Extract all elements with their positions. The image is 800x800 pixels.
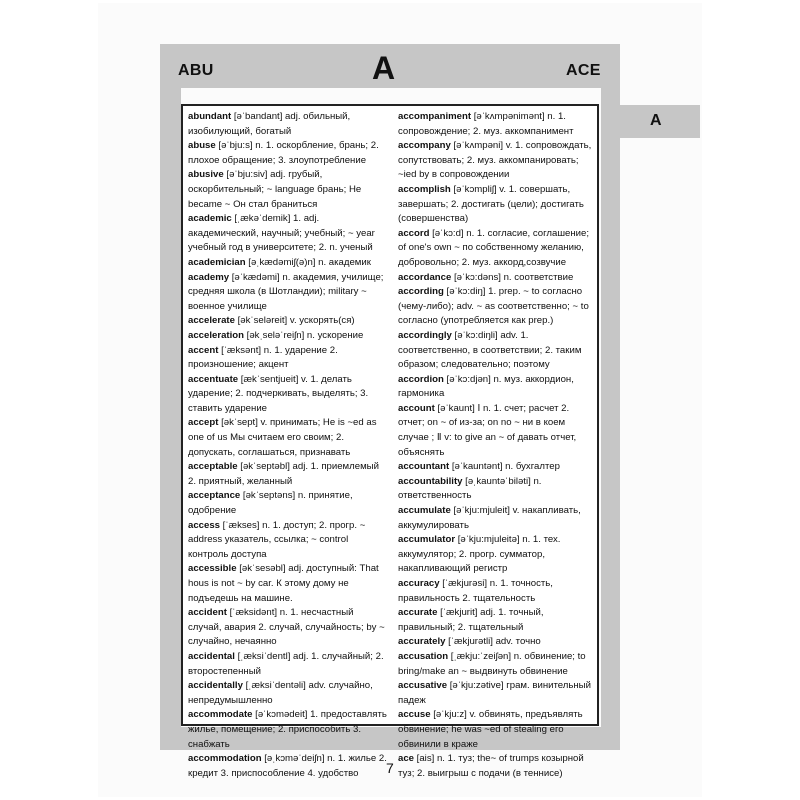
dictionary-entry [398,475,594,504]
entry-headword: accordance [398,271,452,283]
entry-definition: [ˈækjurəsi] n. 1. точность, правильность 2. тщательность [398,578,553,604]
entry-definition: [əˈkædəmi] n. академия, училище; средняя школа (в Шотландии); military ~ военное училище [188,271,384,312]
entry-definition: [əkˈseptəns] n. принятие, одобрение [188,490,353,517]
entry-definition: [əˈkʌmpəni] v. 1. сопровождать, сопутствовать; 2. муз. аккомпанировать; ~ied by в сопровождении [398,140,592,181]
entry-definition: [əˈbju:s] n. 1. оскорбление, брань; 2. плохое обращение; 3. злоупотребление [188,140,379,166]
entry-headword: accessible [188,563,237,575]
entry-headword: academic [188,213,232,225]
dictionary-entry [398,227,594,271]
entry-definition: [əˈkju:zətive] грам. винительный падеж [398,680,591,706]
entry-headword: acceptable [188,461,238,473]
entry-definition: [əkˌseləˈreiʃn] n. ускорение [244,329,364,341]
entry-headword: abusive [188,169,224,181]
dictionary-entry [188,110,388,139]
dictionary-entry [398,752,594,781]
entry-definition: [əkˈsesəbl] adj. доступный: That hous is not ~ by car. К этому дому не подъедешь на машине. [188,563,379,604]
dictionary-entry [398,679,594,708]
left-column [188,110,388,779]
entry-definition: [əˈbandant] adj. обильный, изобилующий, богатый [188,111,351,137]
dictionary-entry [188,519,388,563]
entry-definition: [əˈkʌmpənimənt] n. 1. сопровождение; 2. муз. аккомпанимент [398,111,574,137]
entry-definition: [əˈkju:z] v. обвинять, предъявлять обвинение; he was ~ed of stealing его обвинили в краже [398,709,583,750]
right-guide-word: ACE [566,62,601,79]
dictionary-entry [188,650,388,679]
entry-definition: [əˌkædəmiʃ(ə)n] n. академик [245,256,371,268]
dictionary-entry [188,314,388,329]
entry-definition: [əˈkɔ:dəns] n. соответствие [451,271,574,283]
dictionary-entry [188,212,388,256]
entry-headword: accept [188,417,219,429]
entry-definition: [ˈæksənt] n. 1. ударение 2. произношение; акцент [188,344,338,371]
dictionary-entry [188,708,388,752]
entry-definition: [əˈkju:mjuleit] v. накапливать, аккумулировать [398,505,581,531]
dictionary-entry [398,708,594,752]
entry-headword: accord [398,227,430,239]
entry-headword: ace [398,753,415,765]
entry-headword: accommodation [188,753,262,765]
dictionary-entry [398,183,594,227]
dictionary-entry [398,650,594,679]
entry-headword: accumulator [398,534,456,546]
entry-definition: [əˈkɔ:d] n. 1. согласие, соглашение; of one's own ~ по собственному желанию, добровольно; 2. муз. аккорд,созвучие [398,227,590,268]
dictionary-entry [188,168,388,212]
entry-headword: accomplish [398,183,451,195]
entry-headword: accent [188,344,219,356]
dictionary-entry [398,110,594,139]
dictionary-entry [188,679,388,708]
entry-headword: acceleration [188,329,244,341]
entry-definition: [ˈækjurit] adj. 1. точный, правильный; 2. тщательный [398,607,544,633]
entry-headword: accommodate [188,709,253,721]
entry-headword: accompany [398,140,451,152]
dictionary-entry [398,139,594,183]
dictionary-entry [188,329,388,344]
entry-definition: [əˈkɔmədeit] 1. предоставлять жилье, помещение; 2. приспособить 3. снабжать [188,709,387,750]
entry-definition: [əˈkaunt] Ⅰ n. 1. счет; расчет 2. отчет; on ~ of из-за; on no ~ ни в коем случае ; Ⅱ v: to give an ~ of давать отчет, объяснять [398,402,577,458]
entry-definition: [ˈæksidənt] n. 1. несчастный случай, авария 2. случай, случайность; by ~ случайно, нечаянно [188,607,385,648]
dictionary-entry [398,606,594,635]
entry-headword: accordion [398,373,444,385]
dictionary-entry [398,577,594,606]
entry-definition: [ˌækju:ˈzeiʃən] n. обвинение; to bring/make an ~ выдвинуть обвинение [398,650,586,677]
entry-headword: accidental [188,650,235,662]
entry-definition: [əˈkju:mjuleitə] n. 1. тех. аккумулятор; 2. прогр. сумматор, накапливающий регистр [398,534,561,575]
entry-definition: [əkˈsept] v. принимать; He is ~ed as one of us Мы считаем его своим; 2. допускать, соглашаться, признавать [188,417,377,458]
entry-headword: abundant [188,111,232,122]
entry-definition: [ˌæksiˈdentl] adj. 1. случайный; 2. второстепенный [188,650,384,677]
entry-definition: [ækˈsentjueit] v. 1. делать ударение; 2. подчеркивать, выделять; 3. ставить ударение [188,373,369,414]
dictionary-entry [398,329,594,373]
dictionary-entry [398,460,594,475]
entry-headword: academician [188,256,246,268]
entry-headword: accident [188,607,227,619]
entry-definition: [əˈkɔ:djən] n. муз. аккордион, гармоника [398,373,574,400]
entry-definition: [əkˈseptəbl] adj. 1. приемлемый 2. приятный, желанный [188,461,379,487]
entry-headword: according [398,286,444,298]
dictionary-entry [398,285,594,329]
dictionary-entry [398,271,594,286]
dictionary-entry [188,562,388,606]
entry-definition: [ˈækjurətli] adv. точно [445,636,541,648]
entry-definition: [əkˈseləreit] v. ускорять(ся) [234,315,355,327]
thumb-index-letter: A [650,112,662,129]
entry-headword: accurate [398,607,438,619]
entry-headword: access [188,519,221,531]
entry-definition: [əˌkɔməˈdeiʃn] n. 1. жилье 2. кредит 3. приспособление 4. удобство [188,753,387,779]
dictionary-entry [188,271,388,315]
entry-headword: accountability [398,475,463,487]
entry-headword: acceptance [188,490,241,502]
entry-headword: accentuate [188,373,239,385]
entry-headword: academy [188,271,230,283]
entry-definition: [ˌæksiˈdentəli] adv. случайно, непредумышленно [188,680,373,706]
entry-definition: [əˌkauntəˈbiləti] n. ответственность [398,475,542,502]
dictionary-entry [188,256,388,271]
page-number: 7 [386,760,394,776]
entry-definition: [ˈækses] n. 1. доступ; 2. прогр. ~ address указатель, ссылка; ~ control контроль доступа [188,519,366,560]
entry-definition: [əˈkɔ:diŋ] 1. prep. ~ to согласно (чему-либо); adv. ~ as соответственно; ~ to согласно (употребляется как prep.) [398,286,589,327]
entry-headword: accountant [398,461,450,473]
entry-headword: accompaniment [398,111,472,122]
dictionary-entry [398,402,594,460]
section-letter: A [372,50,396,86]
dictionary-entry [188,489,388,518]
entry-definition: [ˌækəˈdemik] 1. adj. академический, научный; учебный; ~ year учебный год в университете; 2. n. ученый [188,213,375,254]
right-column [398,110,594,779]
entry-headword: accumulate [398,505,451,517]
dictionary-entry [188,606,388,650]
entry-headword: accusation [398,650,449,662]
dictionary-entry [398,533,594,577]
left-margin-band [160,88,181,750]
dictionary-entry [398,635,594,650]
entry-definition: [əˈbju:siv] adj. грубый, оскорбительный; ~ language брань; He became ~ Он стал браниться [188,169,362,210]
entry-headword: accuracy [398,578,440,589]
entry-definition: [əˈkɔ:diŋli] adv. 1. соответственно, в соответствии; 2. таким образом; следовательно; поэтому [398,329,582,371]
entry-headword: accordingly [398,329,452,341]
entry-definition: [əˈkɔmpliʃ] v. 1. совершать, завершать; 2. достигать (цели); достигать (совершенства) [398,183,584,225]
dictionary-entry [188,373,388,417]
dictionary-entry [188,460,388,489]
right-margin-band [601,88,620,750]
dictionary-entry [188,344,388,373]
entry-headword: accidentally [188,680,243,692]
entry-headword: accurately [398,636,446,648]
entry-definition: [əˈkauntənt] n. бухгалтер [449,461,560,473]
dictionary-entry [188,752,388,781]
left-guide-word: ABU [178,62,214,79]
entry-headword: abuse [188,140,216,152]
entry-headword: accelerate [188,315,235,327]
entry-headword: accusative [398,680,448,692]
dictionary-entry [398,504,594,533]
dictionary-entry [188,416,388,460]
dictionary-entry [398,373,594,402]
entry-definition: [ais] n. 1. туз; the~ of trumps козырной туз; 2. выигрыш с подачи (в теннисе) [398,753,584,779]
entry-headword: accuse [398,709,431,721]
dictionary-entry [188,139,388,168]
entry-headword: account [398,402,435,414]
